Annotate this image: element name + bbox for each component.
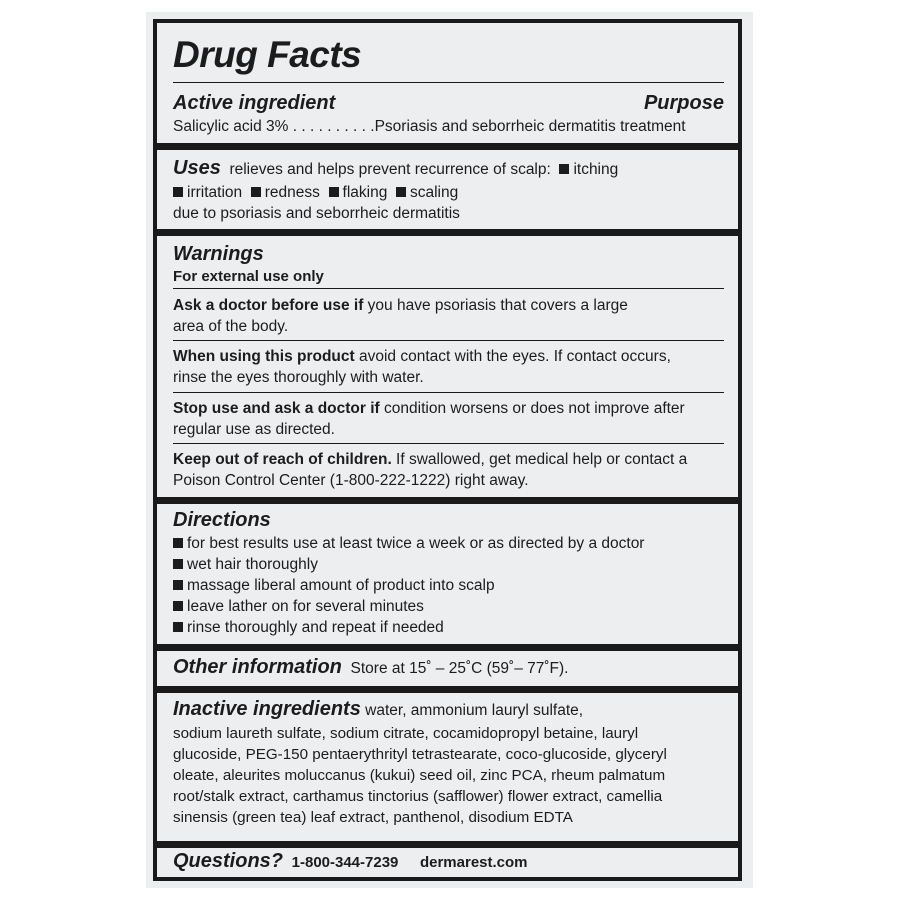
directions-item: massage liberal amount of product into scalp bbox=[173, 575, 724, 596]
bullet-icon bbox=[396, 187, 406, 197]
inactive-line: oleate, aleurites moluccanus (kukui) seed oil, zinc PCA, rheum palmatum bbox=[173, 767, 666, 784]
leader-dots: . . . . . . . . . . bbox=[288, 118, 375, 135]
warnings-rule bbox=[173, 443, 724, 444]
page-title: Drug Facts bbox=[173, 34, 362, 75]
uses-tail: due to psoriasis and seborrheic dermatitis bbox=[173, 205, 460, 222]
directions-item: wet hair thoroughly bbox=[173, 554, 724, 575]
ingredient-purpose: Psoriasis and seborrheic dermatitis treatment bbox=[374, 118, 686, 135]
external-use-note: For external use only bbox=[173, 268, 324, 285]
when-using-lead: When using this product bbox=[173, 348, 355, 365]
warnings-rule bbox=[173, 288, 724, 289]
bullet-icon bbox=[173, 580, 183, 590]
section-divider bbox=[157, 497, 738, 504]
stop-use-text-2: regular use as directed. bbox=[173, 421, 335, 438]
when-using-block bbox=[157, 346, 738, 388]
ask-doctor-text-2: area of the body. bbox=[173, 318, 289, 335]
title-rule bbox=[173, 82, 724, 83]
active-ingredient-section bbox=[157, 91, 738, 137]
other-info-section bbox=[157, 655, 738, 682]
bullet-icon bbox=[173, 601, 183, 611]
other-info-text: Store at 15˚ – 25˚C (59˚– 77˚F). bbox=[350, 660, 569, 677]
title-section bbox=[157, 35, 738, 75]
keep-out-block bbox=[157, 449, 738, 491]
stop-use-block bbox=[157, 398, 738, 440]
stop-use-lead: Stop use and ask a doctor if bbox=[173, 400, 380, 417]
section-divider bbox=[157, 686, 738, 693]
drug-facts-panel bbox=[153, 19, 742, 881]
inactive-line: root/stalk extract, carthamus tinctorius (safflower) flower extract, camellia bbox=[173, 788, 663, 805]
bullet-icon bbox=[173, 622, 183, 632]
uses-heading: Uses bbox=[173, 157, 221, 179]
uses-item: irritation bbox=[187, 184, 243, 201]
when-using-text: avoid contact with the eyes. If contact occurs, bbox=[354, 348, 671, 365]
inactive-line: glucoside, PEG-150 pentaerythrityl tetrastearate, coco-glucoside, glyceryl bbox=[173, 746, 667, 763]
section-divider bbox=[157, 143, 738, 150]
keep-out-text: If swallowed, get medical help or contact a bbox=[391, 451, 688, 468]
directions-item: leave lather on for several minutes bbox=[173, 596, 724, 617]
ingredient-name: Salicylic acid 3% bbox=[173, 118, 289, 135]
inactive-heading: Inactive ingredients bbox=[173, 698, 361, 720]
bullet-icon bbox=[559, 164, 569, 174]
uses-section bbox=[157, 156, 738, 224]
section-divider bbox=[157, 644, 738, 651]
questions-heading: Questions? bbox=[173, 850, 284, 872]
uses-intro: relieves and helps prevent recurrence of scalp: bbox=[229, 161, 551, 178]
purpose-heading: Purpose bbox=[643, 92, 724, 114]
active-ingredient-heading: Active ingredient bbox=[173, 92, 336, 114]
ask-doctor-block bbox=[157, 295, 738, 337]
questions-section bbox=[157, 849, 738, 875]
uses-item: redness bbox=[264, 184, 320, 201]
inactive-line: sodium laureth sulfate, sodium citrate, cocamidopropyl betaine, lauryl bbox=[173, 725, 639, 742]
warnings-heading: Warnings bbox=[173, 243, 264, 265]
when-using-text-2: rinse the eyes thoroughly with water. bbox=[173, 369, 424, 386]
inactive-line: sinensis (green tea) leaf extract, panthenol, disodium EDTA bbox=[173, 809, 573, 826]
keep-out-lead: Keep out of reach of children. bbox=[173, 451, 392, 468]
bullet-icon bbox=[251, 187, 261, 197]
directions-item: rinse thoroughly and repeat if needed bbox=[173, 617, 724, 638]
bullet-icon bbox=[173, 538, 183, 548]
questions-phone[interactable]: 1-800-344-7239 bbox=[291, 854, 399, 871]
uses-list-line bbox=[173, 182, 724, 203]
uses-item: flaking bbox=[342, 184, 388, 201]
bullet-icon bbox=[329, 187, 339, 197]
warnings-rule bbox=[173, 340, 724, 341]
warnings-section bbox=[157, 242, 738, 287]
inactive-text: water, ammonium lauryl sulfate, bbox=[360, 702, 584, 719]
directions-section bbox=[157, 508, 738, 638]
section-divider bbox=[157, 841, 738, 848]
website-link[interactable]: dermarest.com bbox=[419, 854, 528, 871]
uses-item: scaling bbox=[409, 184, 459, 201]
inactive-ingredients-section bbox=[157, 697, 738, 828]
ask-doctor-text: you have psoriasis that covers a large bbox=[363, 297, 628, 314]
active-ingredient-line bbox=[173, 116, 724, 137]
directions-heading: Directions bbox=[173, 509, 271, 531]
other-info-heading: Other information bbox=[173, 656, 342, 678]
bullet-icon bbox=[173, 559, 183, 569]
uses-item: itching bbox=[573, 161, 619, 178]
stop-use-text: condition worsens or does not improve after bbox=[379, 400, 685, 417]
section-divider bbox=[157, 229, 738, 236]
warnings-rule bbox=[173, 392, 724, 393]
directions-item: for best results use at least twice a week or as directed by a doctor bbox=[173, 533, 724, 554]
keep-out-text-2: Poison Control Center (1-800-222-1222) right away. bbox=[173, 472, 529, 489]
ask-doctor-lead: Ask a doctor before use if bbox=[173, 297, 364, 314]
bullet-icon bbox=[173, 187, 183, 197]
